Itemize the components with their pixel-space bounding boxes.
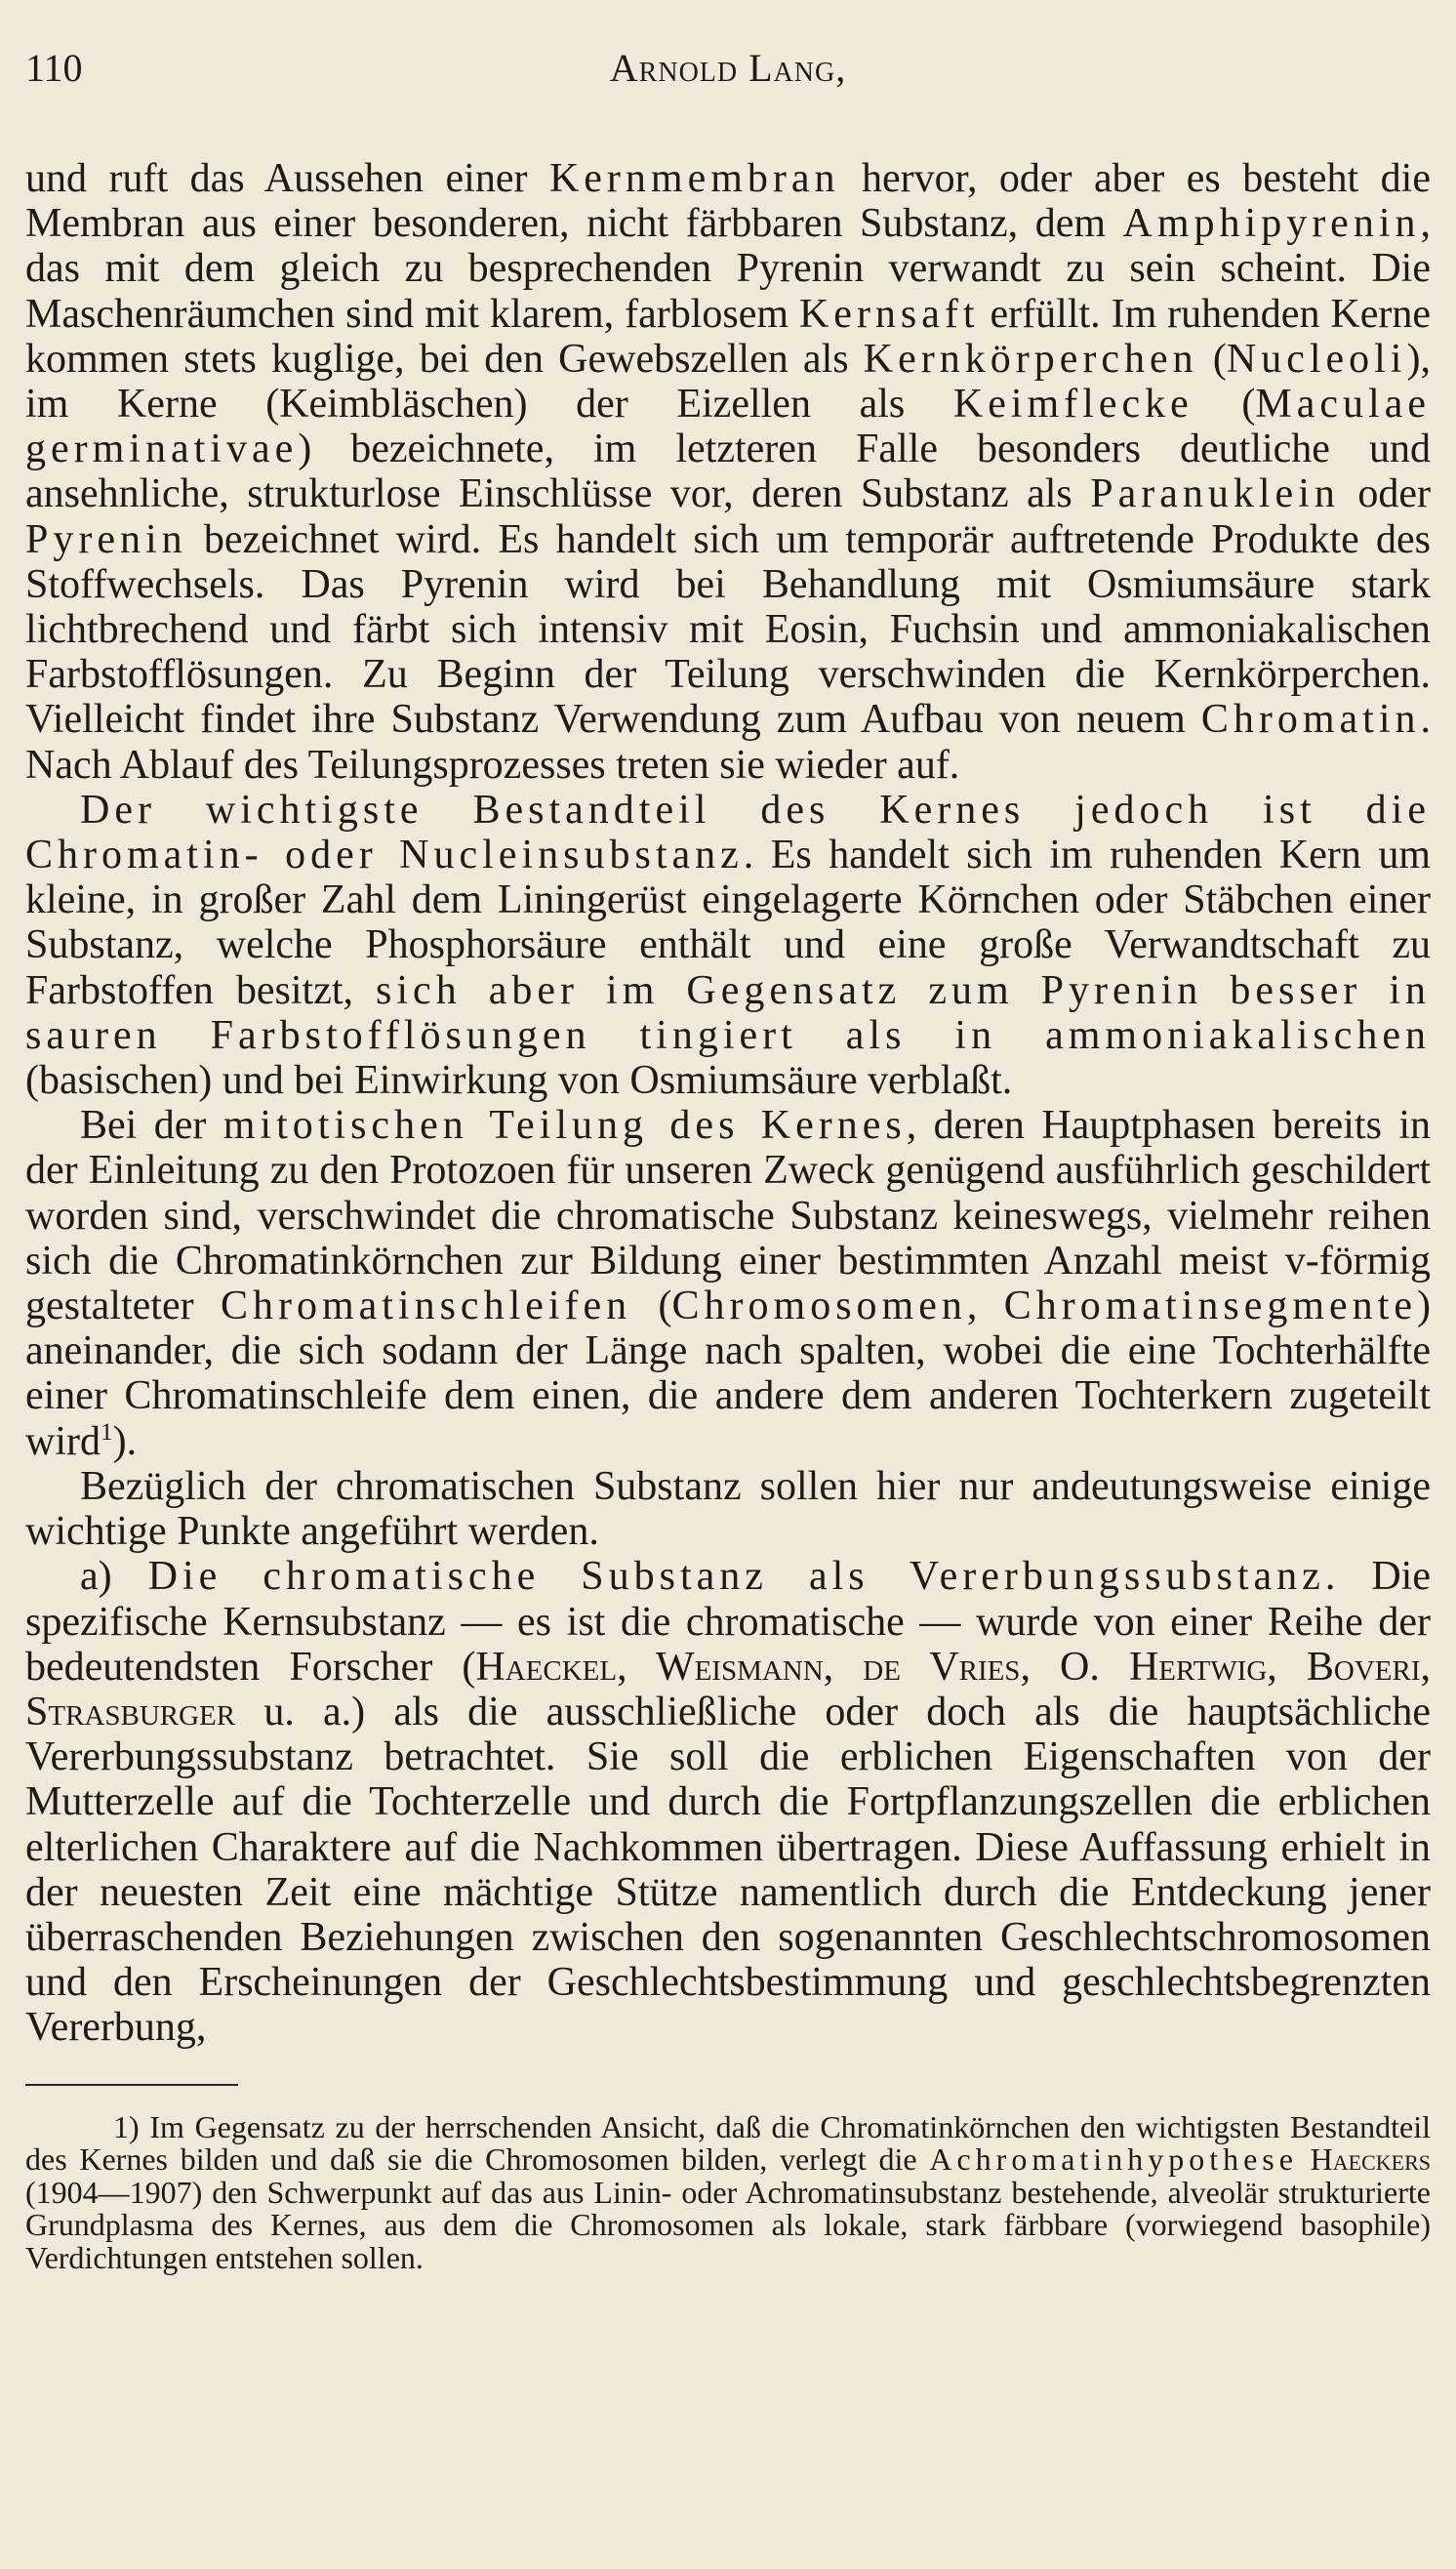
main-text [25, 156, 1431, 2051]
text-run: 1) Im Gegensatz zu der herrschenden Ansicht, daß die Chromatinkörnchen den wichtigsten Bestandteil des Kernes bilden und daß sie die Chromosomen bilden, verlegt die [25, 2108, 1431, 2178]
text-run: hervor, oder aber es besteht die Membran aus einer besonderen, nicht färbbaren Substanz, dem [25, 156, 1431, 247]
text-run: Bei der [80, 1103, 223, 1149]
spaced-term: Nucleoli [1226, 336, 1407, 382]
text-run: ). [112, 1418, 138, 1464]
spaced-term: Pyrenin [25, 516, 187, 562]
paragraph-1 [25, 156, 1431, 788]
text-run: , [966, 1284, 1004, 1329]
spaced-term: sich aber im Gegensatz zum Pyrenin besser in sauren Farbstofflösungen tingiert als in ammoniakalischen [25, 967, 1431, 1058]
text-run: bezeichnet wird. Es handelt sich um temporär auftretende Produkte des Stoffwechsels. Das Pyrenin wird bei Behandlung mit Osmiumsäure stark lichtbrechend und färbt sich intensiv mit Eosin, Fuchsin und ammoniakalischen Farbstofflösungen. Zu Beginn der Teilung verschwinden die Kernkörperchen. Vielleicht findet ihre Substanz Verwendung zum Aufbau von neuem [25, 516, 1431, 743]
section-heading: Die chromatische Substanz als Vererbungssubstanz [147, 1554, 1325, 1600]
spaced-term: Paranuklein [1090, 471, 1340, 517]
spaced-term: Maculae germinativae [25, 382, 1431, 472]
text-run: oder [1339, 471, 1431, 517]
spaced-term: Chromatinschleifen [220, 1284, 632, 1329]
text-run: . Nach Ablauf des Teilungsprozesses treten sie wieder auf. [25, 697, 1431, 788]
author-name: Haeckers [1310, 2141, 1432, 2178]
running-head: Arnold Lang, [609, 46, 847, 90]
paragraph-2 [25, 788, 1431, 1103]
footnote-divider [25, 2084, 238, 2086]
text-run: ) aneinander, die sich sodann der Länge nach spalten, wobei die eine Tochterhälfte einer Chromatinschleife dem einen, die andere dem anderen Tochterkern zugeteilt wird [25, 1284, 1431, 1464]
spaced-term: Amphipyrenin [1122, 201, 1421, 247]
text-run: ( [1197, 336, 1227, 382]
spaced-term: Kernmembran [548, 156, 840, 201]
paragraph-3 [25, 1103, 1431, 1464]
text-run: ), im Kerne (Keimbläschen) der Eizellen als [25, 336, 1431, 428]
page-number: 110 [25, 46, 83, 90]
text-run: (1904—1907) den Schwerpunkt auf das aus Linin- oder Achromatinsubstanz bestehende, alveolär strukturierte Grundplasma des Kernes, aus dem die Chromosomen als lokale, stark färbbare (vorwiegend basophile) Verdichtungen entstehen sollen. [25, 2174, 1431, 2275]
text-run: , das mit dem gleich zu besprechenden Pyrenin verwandt zu sein scheint. Die Maschenräumchen sind mit klarem, farblosem [25, 201, 1431, 337]
paragraph-5 [25, 1554, 1431, 2050]
text-run: ) bezeichnete, im letzteren Falle besonders deutliche und ansehnliche, strukturlose Einschlüsse vor, deren Substanz als [25, 427, 1431, 517]
text-run: und ruft das Aussehen einer [25, 156, 549, 201]
spaced-term: Achromatinhypothese [929, 2141, 1298, 2178]
text-run: erfüllt. Im ruhenden Kerne kommen stets kuglige, bei den Gewebszellen als [25, 291, 1431, 382]
author-names: Haeckel, Weismann, de Vries, O. Hertwig, Boveri, Strasburger [25, 1644, 1431, 1734]
text-run: u. a.) als die ausschließliche oder doch als die hauptsächliche Vererbungssubstanz betrachtet. Sie soll die erblichen Eigenschaften von der Mutterzelle auf die Tochterzelle und durch die Fortpflanzungszellen die erblichen elterlichen Charaktere auf die Nachkommen übertragen. Diese Auffassung erhielt in der neuesten Zeit eine mächtige Stütze namentlich durch die Entdeckung jener überraschenden Beziehungen zwischen den sogenannten Geschlechtschromosomen und den Erscheinungen der Geschlechtsbestimmung und geschlechtsbegrenzten Vererbung, [25, 1689, 1431, 2051]
text-run [1298, 2141, 1311, 2177]
spaced-term: Chromatinsegmente [1003, 1284, 1417, 1329]
page-header [25, 35, 1431, 98]
text-run: , deren Hauptphasen bereits in der Einleitung zu den Protozoen für unseren Zweck genügend ausführlich geschildert worden sind, verschwindet die chromatische Substanz keineswegs, vielmehr reihen sich die Chromatinkörnchen zur Bildung einer bestimmten Anzahl meist v-förmig gestalteter [25, 1103, 1431, 1329]
text-run: ( [1193, 382, 1256, 428]
text-run: (basischen) und bei Einwirkung von Osmiumsäure verblaßt. [25, 1058, 1013, 1104]
text-run: . Die spezifische Kernsubstanz — es ist die chromatische — wurde von einer Reihe der bedeutendsten Forscher ( [25, 1554, 1431, 1690]
text-run: ( [631, 1284, 672, 1329]
footnote-marker: 1 [101, 1418, 113, 1446]
spaced-term: Kernsaft [798, 291, 980, 337]
spaced-term: Kernkörperchen [863, 336, 1198, 382]
text-run: Bezüglich der chromatischen Substanz sollen hier nur andeutungsweise einige wichtige Punkte angeführt werden. [25, 1463, 1431, 1555]
footnote [25, 2108, 1432, 2275]
paragraph-4 [25, 1464, 1431, 1554]
text-run: . Es handelt sich im ruhenden Kern um kleine, in großer Zahl dem Liningerüst eingelagerte Körnchen oder Stäbchen einer Substanz, welche Phosphorsäure enthält und eine große Verwandtschaft zu Farbstoffen besitzt, [25, 833, 1432, 1013]
text-run: a) [80, 1554, 148, 1600]
spaced-term: Keimflecke [952, 382, 1193, 428]
spaced-term: Chromosomen [671, 1284, 967, 1329]
spaced-term: Chromatin [1200, 697, 1421, 743]
spaced-term: Der wichtigste Bestandteil des Kernes jedoch ist die Chromatin- oder Nucleinsubstanz [25, 787, 1431, 878]
spaced-term: mitotischen Teilung des Kernes [222, 1103, 907, 1149]
